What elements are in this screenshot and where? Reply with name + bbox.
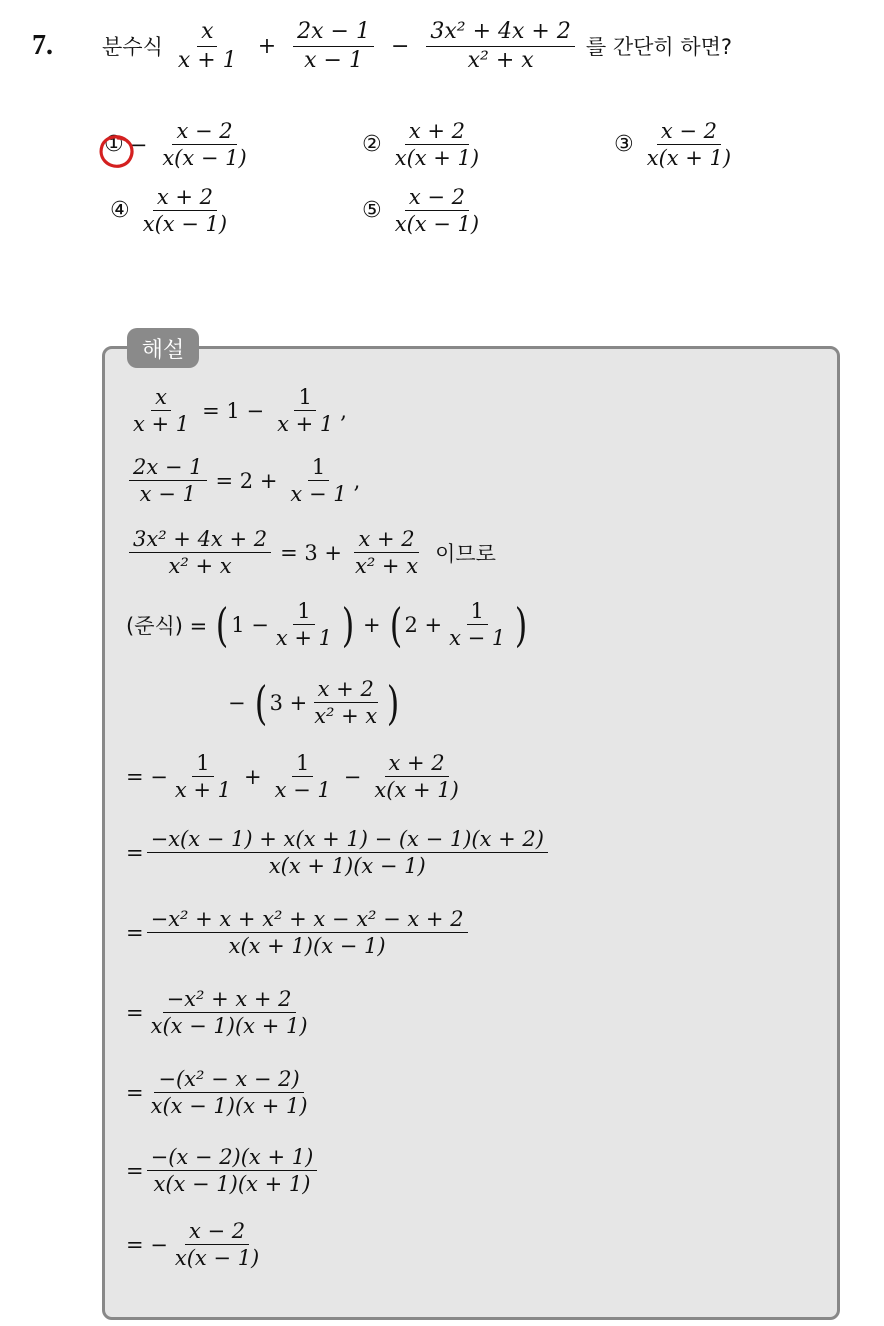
choice-4[interactable] (110, 184, 234, 238)
choice-3-fraction (643, 118, 735, 172)
term3-den: x² + x (467, 47, 534, 73)
l6-op2: − (343, 764, 362, 789)
choice-5-fraction (391, 184, 483, 238)
choice-3-num: x − 2 (657, 118, 721, 145)
l9-den: x(x − 1)(x + 1) (150, 1014, 308, 1039)
question-suffix: 를 간단히 하면? (585, 35, 733, 59)
choice-2-fraction (391, 118, 483, 172)
choice-2-den: x(x + 1) (394, 146, 480, 171)
l7-den: x(x + 1)(x − 1) (268, 854, 426, 879)
solution-line-1 (126, 384, 347, 438)
l8-num: −x² + x + x² + x − x² − x + 2 (147, 906, 468, 933)
l7-lead: = (126, 840, 144, 865)
l5-lparen: ( (254, 675, 267, 730)
term3-num: 3x² + 4x + 2 (426, 18, 574, 47)
l10-num: −(x² − x − 2) (154, 1066, 303, 1093)
solution-line-7 (126, 826, 551, 880)
l6-f3-den: x(x + 1) (374, 778, 459, 803)
l2-b-den: x − 1 (290, 482, 347, 507)
l2-b-num: 1 (308, 454, 329, 481)
choice-1-den: x(x − 1) (162, 146, 247, 171)
choice-1-num: x − 2 (172, 118, 236, 145)
l10-lead: = (126, 1080, 144, 1105)
l2-rhs: = 2 + (215, 468, 278, 493)
solution-line-10 (126, 1066, 315, 1120)
choice-5-den: x(x − 1) (394, 212, 480, 237)
choice-2[interactable] (362, 118, 486, 172)
l3-b-den: x² + x (355, 554, 419, 579)
l5-f-num: x + 2 (314, 676, 378, 703)
l4-f1-den: x + 1 (275, 626, 332, 651)
l3-a-den: x² + x (168, 554, 232, 579)
choice-1[interactable] (104, 118, 254, 172)
l4-rparen-2: ) (514, 597, 528, 652)
l6-f1-den: x + 1 (174, 778, 232, 803)
solution-line-3 (126, 526, 496, 580)
choice-4-den: x(x − 1) (142, 212, 228, 237)
choice-1-sign: − (129, 132, 148, 157)
choice-1-label: ① (104, 132, 124, 158)
l7-num: −x(x − 1) + x(x + 1) − (x − 1)(x + 2) (147, 826, 548, 853)
choice-1-fraction (158, 118, 250, 172)
l12-num: x − 2 (185, 1218, 249, 1245)
l1-b-den: x + 1 (277, 412, 334, 437)
l4-mid: + (362, 612, 381, 637)
question-text (102, 18, 732, 74)
choice-5-label: ⑤ (362, 198, 382, 224)
l4-lead: (준식) = (126, 613, 208, 638)
plus-sign: + (257, 33, 277, 59)
l10-den: x(x − 1)(x + 1) (150, 1094, 308, 1119)
l1-a-num: x (151, 384, 171, 411)
term1-den: x + 1 (177, 47, 237, 73)
l6-op1: + (244, 764, 262, 789)
question-term1 (174, 18, 241, 74)
question-term3 (426, 18, 574, 74)
l4-f2-den: x − 1 (449, 626, 506, 651)
l9-lead: = (126, 1000, 144, 1025)
l5-f-den: x² + x (314, 704, 378, 729)
l4-rparen-1: ) (341, 597, 355, 652)
l8-lead: = (126, 920, 144, 945)
solution-line-8 (126, 906, 471, 960)
l2-tail: , (353, 468, 361, 493)
l3-b-num: x + 2 (354, 526, 418, 553)
l1-tail: , (340, 398, 347, 423)
l4-p2: 2 + (404, 612, 443, 637)
choice-4-fraction (139, 184, 231, 238)
l4-lparen-2: ( (389, 597, 402, 652)
solution-line-12 (126, 1218, 266, 1272)
solution-line-6 (126, 750, 466, 804)
choice-4-label: ④ (110, 198, 130, 224)
term2-num: 2x − 1 (293, 18, 374, 47)
choice-4-num: x + 2 (153, 184, 217, 211)
l8-den: x(x + 1)(x − 1) (228, 934, 386, 959)
solution-line-11 (126, 1144, 320, 1198)
l2-a-num: 2x − 1 (129, 454, 207, 481)
choice-3[interactable] (614, 118, 738, 172)
question-prefix: 분수식 (102, 35, 163, 59)
solution-tag: 해설 (127, 328, 199, 368)
choice-3-den: x(x + 1) (646, 146, 732, 171)
l5-p: 3 + (269, 690, 308, 715)
l3-rhs: = 3 + (280, 540, 342, 565)
l1-b-num: 1 (294, 384, 315, 411)
l4-f2-num: 1 (467, 598, 488, 625)
l5-rparen: ) (386, 675, 400, 730)
question-number: 7. (32, 30, 53, 61)
question-term2 (293, 18, 374, 74)
solution-line-2 (126, 454, 360, 508)
solution-line-4 (126, 598, 530, 652)
term2-den: x − 1 (304, 47, 363, 73)
choice-5-num: x − 2 (405, 184, 469, 211)
l12-den: x(x − 1) (174, 1246, 260, 1271)
l6-f2-den: x − 1 (274, 778, 331, 803)
l3-a-num: 3x² + 4x + 2 (129, 526, 271, 553)
l5-lead: − (228, 690, 246, 715)
choice-2-label: ② (362, 132, 382, 158)
l6-f3-num: x + 2 (385, 750, 449, 777)
l3-tail: 이므로 (435, 541, 496, 566)
l6-f1-num: 1 (192, 750, 213, 777)
solution-line-5 (222, 676, 402, 730)
l4-f1-num: 1 (293, 598, 314, 625)
choice-2-num: x + 2 (405, 118, 469, 145)
l6-f2-num: 1 (292, 750, 313, 777)
l12-lead: = − (126, 1232, 168, 1257)
l1-a-den: x + 1 (133, 412, 190, 437)
l6-lead: = − (126, 764, 168, 789)
l11-den: x(x − 1)(x + 1) (153, 1172, 311, 1197)
l11-lead: = (126, 1158, 144, 1183)
choice-5[interactable] (362, 184, 486, 238)
choice-3-label: ③ (614, 132, 634, 158)
l1-rhs: = 1 − (202, 398, 265, 423)
solution-line-9 (126, 986, 315, 1040)
l4-p1: 1 − (231, 612, 269, 637)
minus-sign: − (390, 33, 410, 59)
l4-lparen-1: ( (215, 597, 229, 652)
l2-a-den: x − 1 (139, 482, 196, 507)
l11-num: −(x − 2)(x + 1) (147, 1144, 318, 1171)
l9-num: −x² + x + 2 (163, 986, 296, 1013)
term1-num: x (197, 18, 217, 47)
